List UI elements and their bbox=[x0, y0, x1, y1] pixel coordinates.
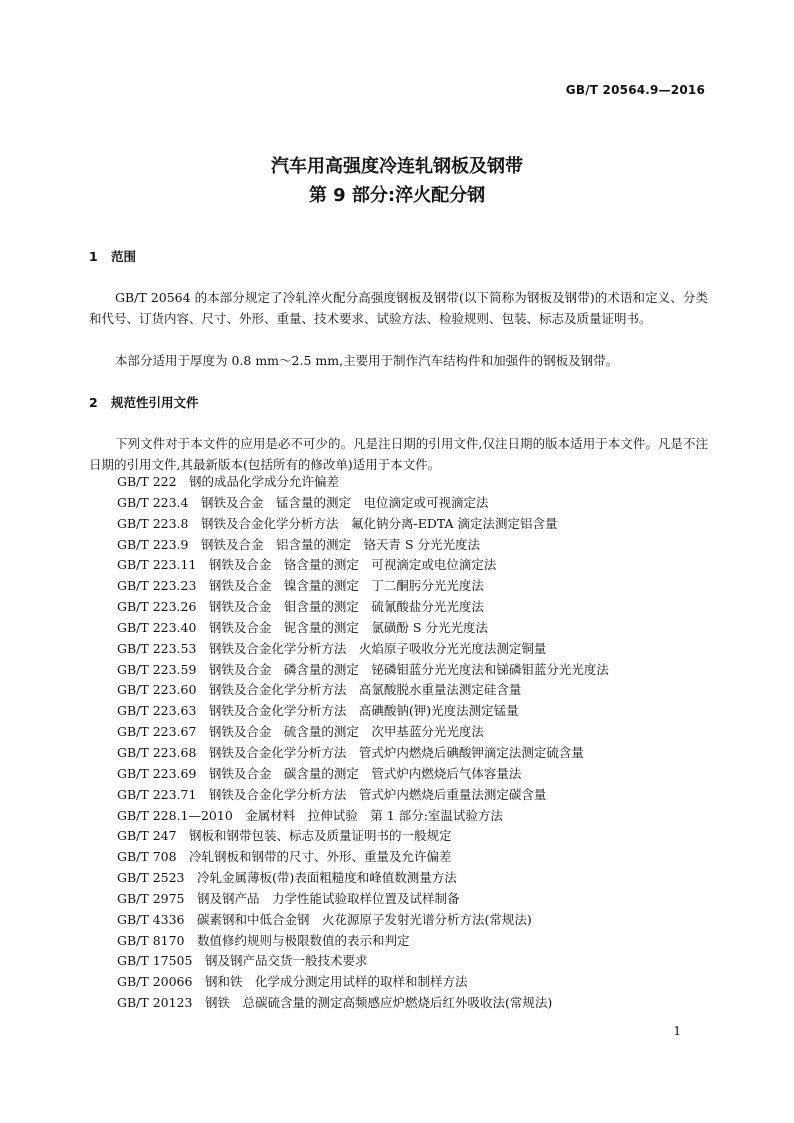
reference-item: GB/T 228.1—2010 金属材料 拉伸试验 第 1 部分:室温试验方法 bbox=[117, 807, 503, 823]
reference-item: GB/T 223.8 钢铁及合金化学分析方法 氟化钠分离-EDTA 滴定法测定铝含量 bbox=[117, 515, 558, 531]
reference-item: GB/T 2523 冷轧金属薄板(带)表面粗糙度和峰值数测量方法 bbox=[117, 870, 457, 886]
reference-list bbox=[117, 472, 717, 1014]
section-2-heading bbox=[89, 393, 199, 411]
reference-item: GB/T 4336 碳素钢和中低合金钢 火花源原子发射光谱分析方法(常规法) bbox=[117, 911, 532, 927]
reference-item: GB/T 223.59 钢铁及合金 磷含量的测定 铋磷钼蓝分光光度法和锑磷钼蓝分光光度法 bbox=[117, 661, 609, 677]
document-title-line1: 汽车用高强度冷连轧钢板及钢带 bbox=[271, 156, 523, 177]
references-intro: 下列文件对于本文件的应用是必不可少的。凡是注日期的引用文件,仅注日期的版本适用于本文件。凡是不注日期的引用文件,其最新版本(包括所有的修改单)适用于本文件。 bbox=[89, 436, 708, 472]
reference-item: GB/T 223.40 钢铁及合金 铌含量的测定 氯磺酚 S 分光光度法 bbox=[117, 619, 488, 635]
reference-item: GB/T 2975 钢及钢产品 力学性能试验取样位置及试样制备 bbox=[117, 890, 460, 906]
reference-item: GB/T 17505 钢及钢产品交货一般技术要求 bbox=[117, 953, 368, 969]
reference-item: GB/T 223.23 钢铁及合金 镍含量的测定 丁二酮肟分光光度法 bbox=[117, 578, 484, 594]
page-number: 1 bbox=[673, 1024, 681, 1038]
reference-item: GB/T 223.69 钢铁及合金 碳含量的测定 管式炉内燃烧后气体容量法 bbox=[117, 765, 522, 781]
reference-item: GB/T 223.53 钢铁及合金化学分析方法 火焰原子吸收分光光度法测定铜量 bbox=[117, 640, 547, 656]
reference-item: GB/T 223.26 钢铁及合金 钼含量的测定 硫氰酸盐分光光度法 bbox=[117, 599, 484, 615]
section-number: 1 bbox=[89, 249, 98, 264]
reference-item: GB/T 223.4 钢铁及合金 锰含量的测定 电位滴定或可视滴定法 bbox=[117, 494, 489, 510]
reference-item: GB/T 223.11 钢铁及合金 铬含量的测定 可视滴定或电位滴定法 bbox=[117, 557, 497, 573]
section-title: 规范性引用文件 bbox=[111, 395, 199, 410]
scope-paragraph-1: GB/T 20564 的本部分规定了冷轧淬火配分高强度钢板及钢带(以下简称为钢板及钢带)的术语和定义、分类和代号、订货内容、尺寸、外形、重量、技术要求、试验方法、检验规则、包装、标志及质量证明书。 bbox=[89, 290, 708, 326]
reference-item: GB/T 223.60 钢铁及合金化学分析方法 高氯酸脱水重量法测定硅含量 bbox=[117, 682, 522, 698]
reference-item: GB/T 20123 钢铁 总碳硫含量的测定高频感应炉燃烧后红外吸收法(常规法) bbox=[117, 995, 553, 1011]
reference-item: GB/T 708 冷轧钢板和钢带的尺寸、外形、重量及允许偏差 bbox=[117, 849, 452, 865]
reference-item: GB/T 8170 数值修约规则与极限数值的表示和判定 bbox=[117, 932, 410, 948]
reference-item: GB/T 223.68 钢铁及合金化学分析方法 管式炉内燃烧后碘酸钾滴定法测定硫含量 bbox=[117, 744, 584, 760]
section-1-heading bbox=[89, 247, 136, 265]
standard-code: GB/T 20564.9—2016 bbox=[565, 83, 705, 97]
reference-item: GB/T 247 钢板和钢带包装、标志及质量证明书的一般规定 bbox=[117, 828, 452, 844]
reference-item: GB/T 222 钢的成品化学成分允许偏差 bbox=[117, 474, 340, 489]
document-title-line2: 第 9 部分:淬火配分钢 bbox=[308, 185, 486, 206]
reference-item: GB/T 223.67 钢铁及合金 硫含量的测定 次甲基蓝分光光度法 bbox=[117, 724, 484, 740]
reference-item: GB/T 223.9 钢铁及合金 铝含量的测定 铬天青 S 分光光度法 bbox=[117, 536, 480, 552]
scope-paragraph-2: 本部分适用于厚度为 0.8 mm～2.5 mm,主要用于制作汽车结构件和加强件的钢板及钢带。 bbox=[115, 353, 619, 368]
reference-item: GB/T 223.63 钢铁及合金化学分析方法 高碘酸钠(钾)光度法测定锰量 bbox=[117, 703, 519, 719]
reference-item: GB/T 223.71 钢铁及合金化学分析方法 管式炉内燃烧后重量法测定碳含量 bbox=[117, 786, 547, 802]
section-title: 范围 bbox=[111, 249, 137, 264]
reference-item: GB/T 20066 钢和铁 化学成分测定用试样的取样和制样方法 bbox=[117, 974, 468, 990]
section-number: 2 bbox=[89, 395, 98, 410]
